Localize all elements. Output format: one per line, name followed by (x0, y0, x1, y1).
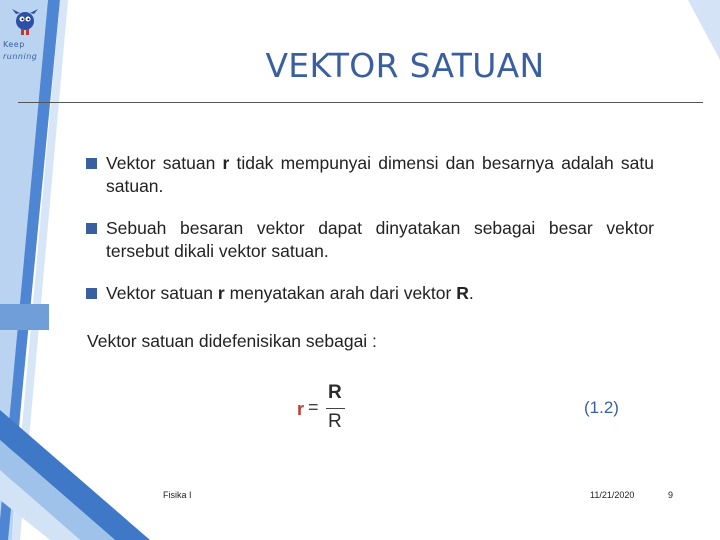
bullet-square-icon (86, 223, 97, 234)
bullet-text: menyatakan arah dari vektor (224, 283, 457, 303)
bullet-text: Sebuah besaran vektor dapat dinyatakan sebagai besar vektor tersebut dikali vektor satuan. (106, 218, 654, 261)
formula-lhs: r (297, 399, 305, 419)
formula-denominator: R (328, 411, 342, 432)
bullet-list (86, 152, 654, 324)
formula-equals: = (308, 397, 319, 417)
bullet-square-icon (86, 158, 97, 169)
equation-number: (1.2) (584, 398, 619, 417)
title-divider (18, 102, 703, 103)
mascot-logo-icon (10, 8, 40, 38)
bullet-text: . (468, 283, 474, 303)
logo-text-keep: Keep (3, 40, 25, 49)
bullet-text: R (456, 283, 469, 303)
unit-vector-formula (296, 382, 356, 438)
bullet-item (86, 152, 654, 198)
bullet-text: r (222, 153, 230, 173)
definition-text: Vektor satuan didefenisikan sebagai : (87, 331, 377, 351)
logo-text-running: running (3, 52, 38, 61)
bullet-text: r (217, 283, 225, 303)
bullet-text: tidak mempunyai dimensi dan besarnya adalah satu satuan. (106, 153, 654, 196)
footer-page-number: 9 (668, 490, 674, 500)
footer-date: 11/21/2020 (590, 490, 635, 500)
slide-title: VEKTOR SATUAN (265, 46, 545, 85)
bullet-text: Vektor satuan (106, 153, 223, 173)
right-corner-block (688, 0, 720, 60)
formula-numerator: R (328, 382, 342, 403)
bullet-item (86, 282, 654, 305)
bullet-item (86, 217, 654, 263)
fraction-bar (326, 408, 345, 409)
bullet-square-icon (86, 288, 97, 299)
footer-course: Fisika I (163, 490, 192, 500)
left-block (0, 304, 49, 330)
bullet-text: Vektor satuan (106, 283, 218, 303)
